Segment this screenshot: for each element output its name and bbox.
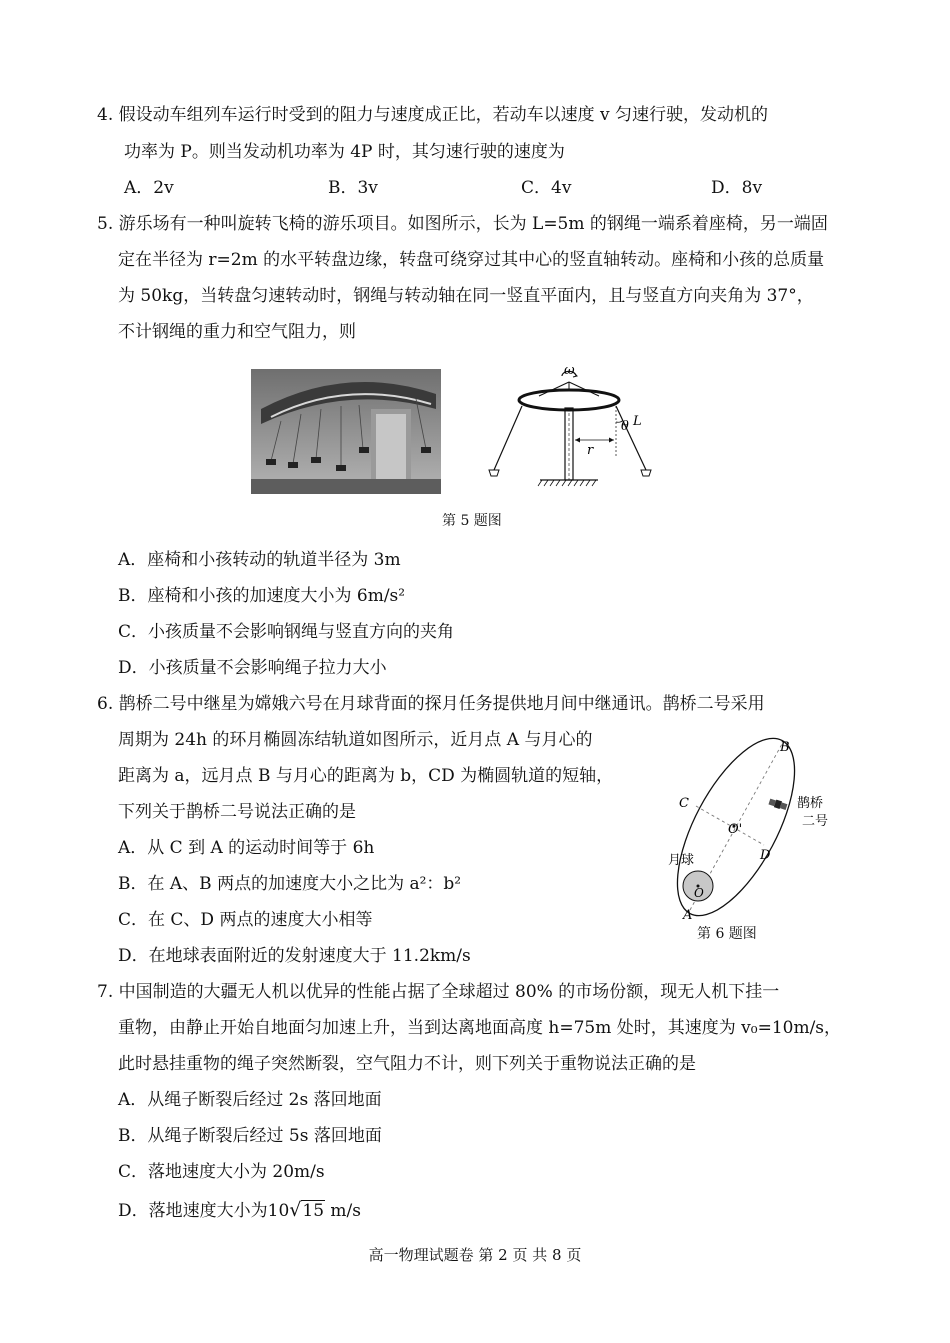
q7-line-3: 此时悬挂重物的绳子突然断裂，空气阻力不计，则下列关于重物说法正确的是 (118, 1054, 696, 1074)
orbit-label-d: D (760, 848, 771, 863)
relay-satellite-icon (768, 798, 788, 811)
orbit-label-a: A (683, 908, 693, 923)
sqrt-symbol: √ (289, 1199, 302, 1221)
q6-option-d: D．在地球表面附近的发射速度大于 11.2km/s (118, 946, 471, 966)
q5-option-b: B．座椅和小孩的加速度大小为 6m/s² (118, 586, 406, 606)
q4-option-d: D．8v (711, 178, 763, 198)
moon-label: 月球 (668, 853, 695, 868)
q7-option-d-coef: 10 (267, 1201, 290, 1221)
moon-center-label: O (694, 886, 704, 900)
q4-option-a: A．2v (124, 178, 174, 198)
satellite-label-2: 二号 (802, 814, 829, 829)
q7-line-2: 重物，由静止开始自地面匀加速上升，当到达离地面高度 h=75m 处时，其速度为 v₀=10m/s， (118, 1018, 842, 1038)
q4-line-1: 4. 假设动车组列车运行时受到的阻力与速度成正比，若动车以速度 v 匀速行驶，发动机的 (97, 105, 769, 125)
orbit-diagram (650, 735, 850, 923)
radius-label: r (587, 443, 594, 458)
swing-ride-photo (251, 369, 441, 494)
q4-option-c: C．4v (521, 178, 572, 198)
q7-option-d-prefix: D．落地速度大小为 (118, 1201, 268, 1221)
q5-option-a: A．座椅和小孩转动的轨道半径为 3m (118, 550, 401, 570)
orbit-label-center: O' (728, 822, 743, 837)
page-footer: 高一物理试题卷 第 2 页 共 8 页 (368, 1246, 582, 1264)
q6-line-4: 下列关于鹊桥二号说法正确的是 (118, 802, 356, 822)
q7-option-d (118, 1198, 361, 1223)
q7-option-c: C．落地速度大小为 20m/s (118, 1162, 325, 1182)
swing-ride-diagram (480, 362, 660, 492)
q5-option-c: C．小孩质量不会影响钢绳与竖直方向的夹角 (118, 622, 455, 642)
q7-option-a: A．从绳子断裂后经过 2s 落回地面 (118, 1090, 382, 1110)
q5-line-4: 不计钢绳的重力和空气阻力，则 (118, 322, 356, 342)
q5-line-1: 5. 游乐场有一种叫旋转飞椅的游乐项目。如图所示，长为 L=5m 的钢绳一端系着座椅，另一端固 (97, 214, 828, 234)
q6-line-3: 距离为 a，远月点 B 与月心的距离为 b，CD 为椭圆轨道的短轴， (118, 766, 614, 786)
length-label: L (633, 414, 642, 429)
q7-line-1: 7. 中国制造的大疆无人机以优异的性能占据了全球超过 80% 的市场份额，现无人机下挂一 (97, 982, 780, 1002)
satellite-label-1: 鹊桥 (797, 796, 824, 811)
q6-option-a: A．从 C 到 A 的运动时间等于 6h (118, 838, 375, 858)
q6-option-c: C．在 C、D 两点的速度大小相等 (118, 910, 373, 930)
q6-option-b: B．在 A、B 两点的加速度大小之比为 a²：b² (118, 874, 462, 894)
q6-line-2: 周期为 24h 的环月椭圆冻结轨道如图所示，近月点 A 与月心的 (118, 730, 593, 750)
q6-line-1: 6. 鹊桥二号中继星为嫦娥六号在月球背面的探月任务提供地月间中继通讯。鹊桥二号采用 (97, 694, 765, 714)
q5-figure-caption: 第 5 题图 (442, 513, 502, 529)
orbit-label-c: C (679, 796, 689, 811)
q7-option-d-radicand: 15 (302, 1201, 325, 1221)
q7-option-d-unit: m/s (325, 1201, 362, 1221)
theta-label: θ (621, 419, 629, 434)
q4-option-b: B．3v (328, 178, 378, 198)
q6-figure-caption: 第 6 题图 (697, 926, 757, 942)
q5-option-d: D．小孩质量不会影响绳子拉力大小 (118, 658, 387, 678)
q5-line-3: 为 50kg，当转盘匀速转动时，钢绳与转动轴在同一竖直平面内，且与竖直方向夹角为 37°， (118, 286, 814, 306)
omega-label: ω (564, 363, 575, 378)
q7-option-b: B．从绳子断裂后经过 5s 落回地面 (118, 1126, 382, 1146)
q5-line-2: 定在半径为 r=2m 的水平转盘边缘，转盘可绕穿过其中心的竖直轴转动。座椅和小孩的总质量 (118, 250, 825, 270)
q4-line-2: 功率为 P。则当发动机功率为 4P 时，其匀速行驶的速度为 (124, 142, 565, 162)
orbit-label-b: B (780, 740, 790, 755)
